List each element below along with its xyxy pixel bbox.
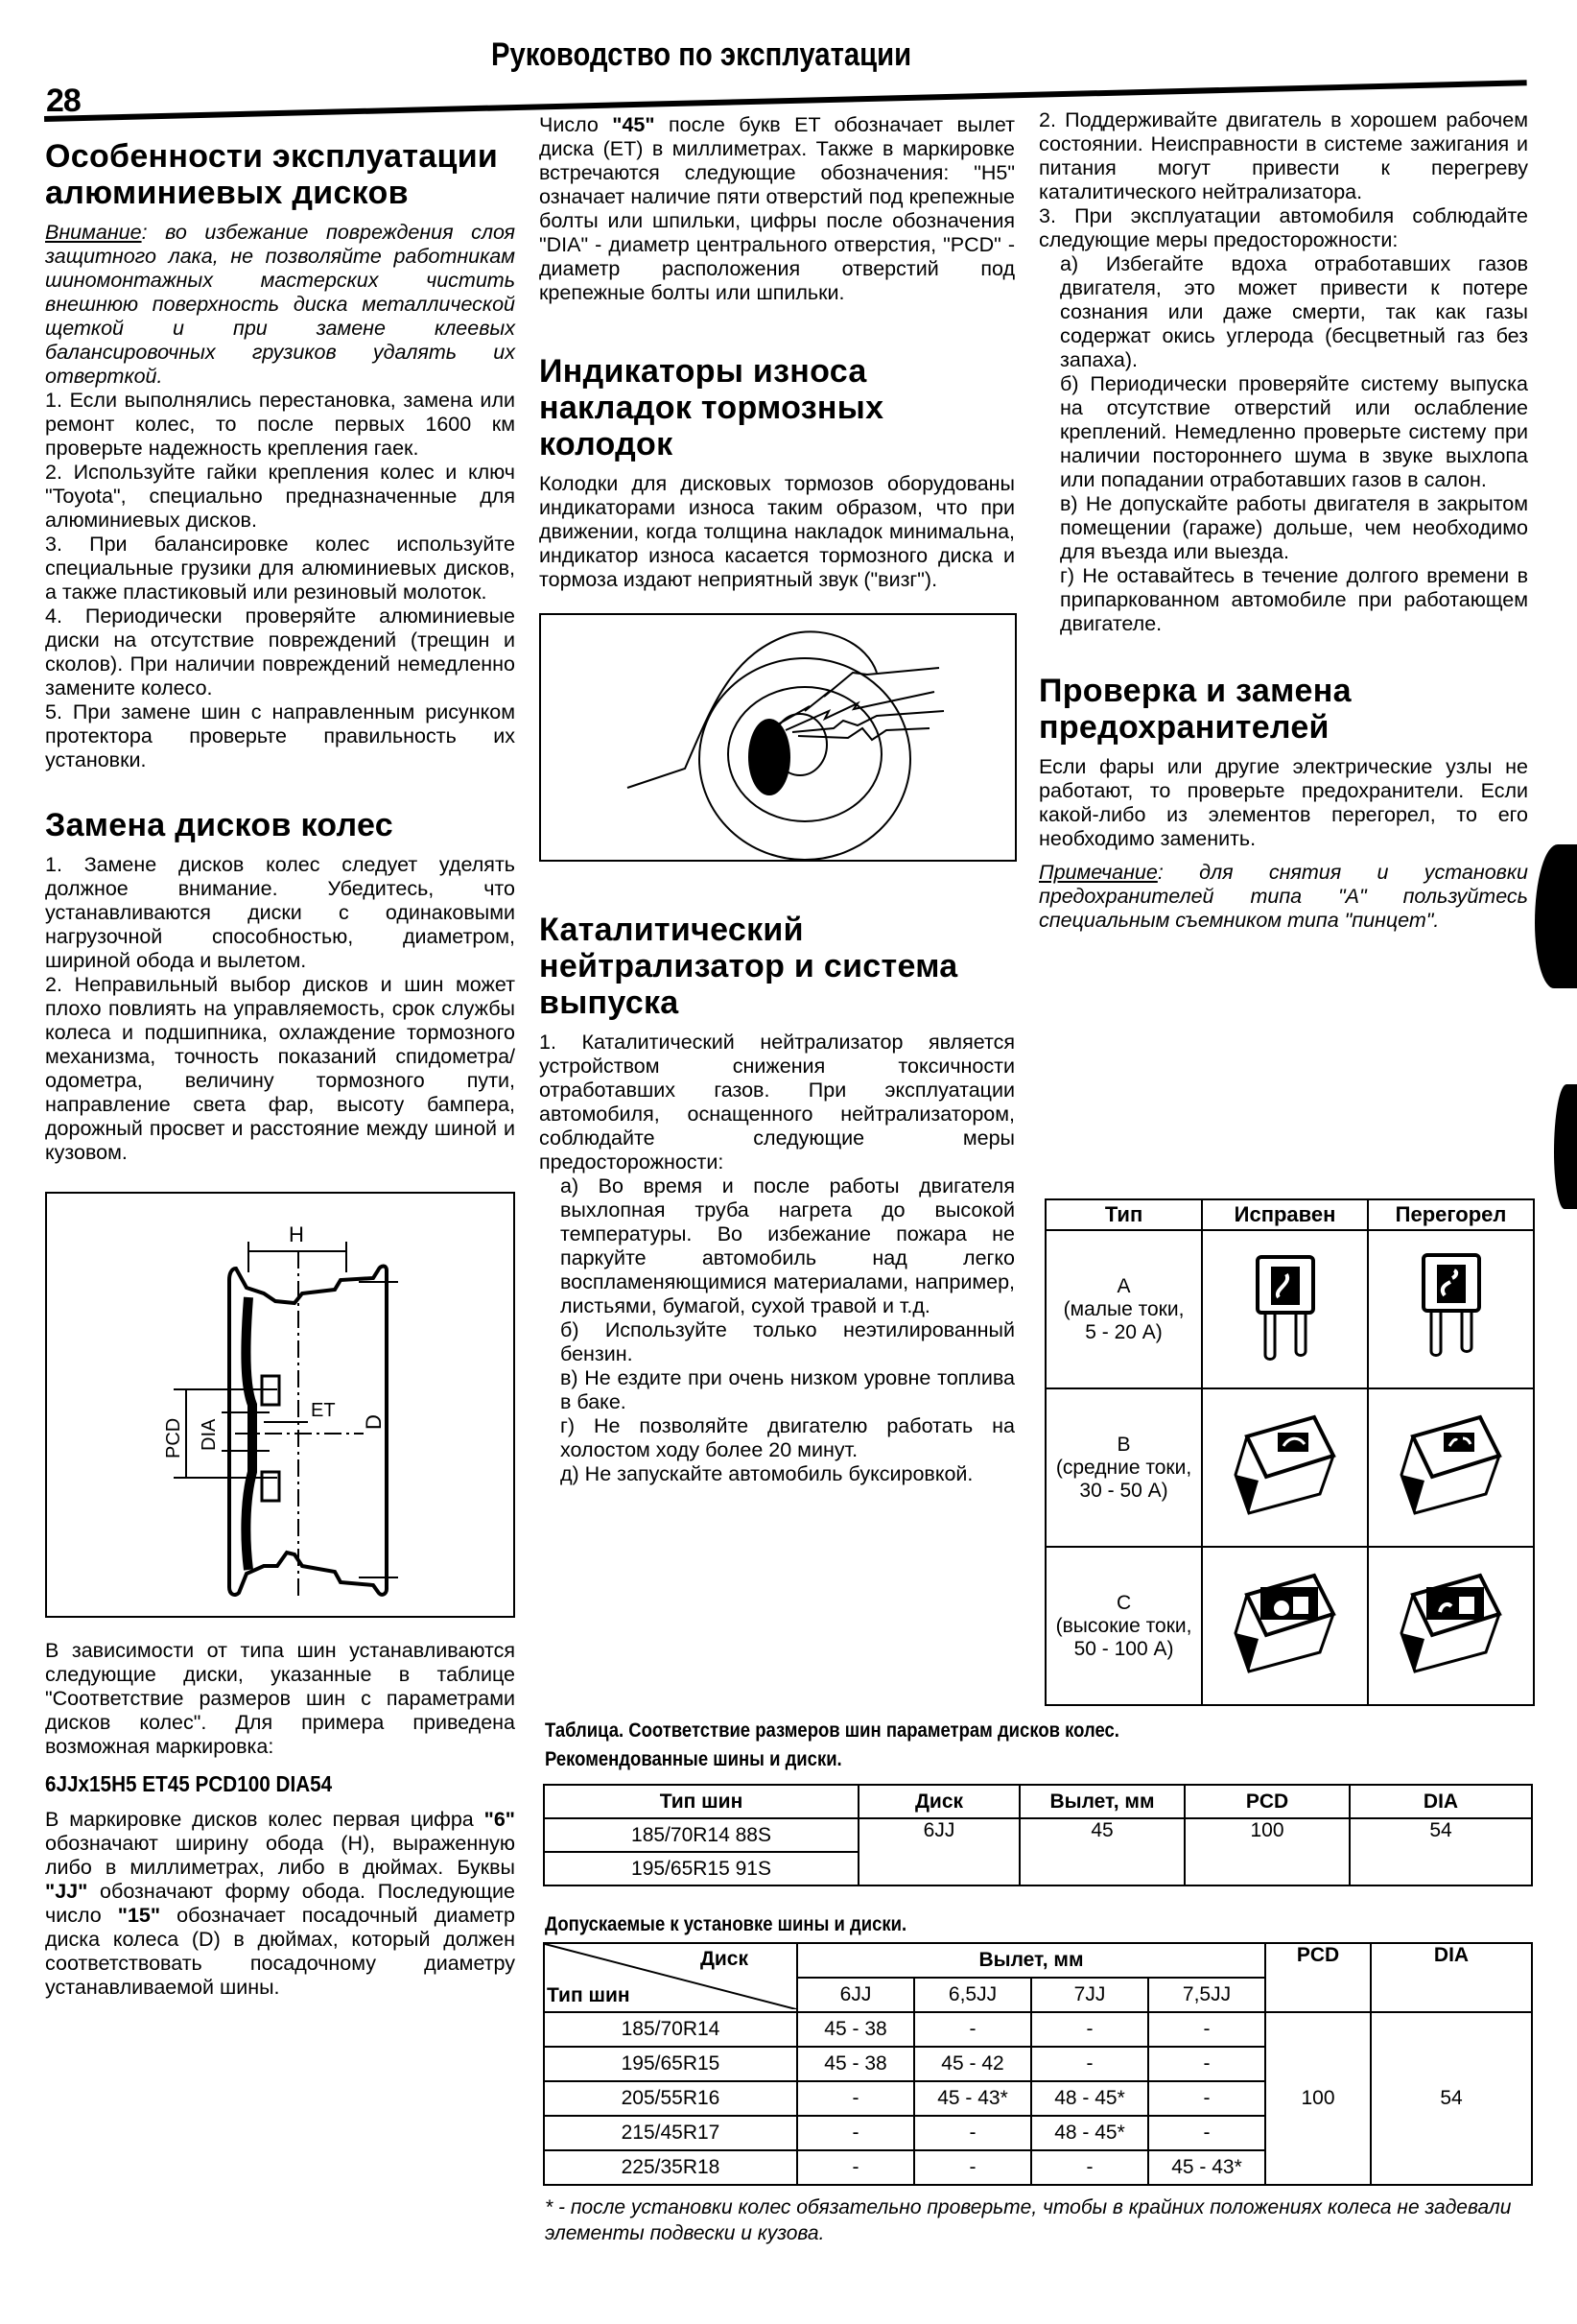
spacer xyxy=(1039,636,1528,673)
text-span: после букв ET обозначает вылет диска (ET) в миллиметрах. Также в маркировке встречаются следующие обозначения: "H5" означает наличие пяти отверстий под крепежные болты или шпильки, цифры после обозначения "DIA" - диаметр центрального отверстия, "PCD" - диаметр расположения отверстий под крепежные болты или шпильки. xyxy=(539,113,1016,304)
header-ok: Исправен xyxy=(1202,1199,1368,1230)
table-header-row xyxy=(544,1785,1532,1818)
text-span: Вылет, мм xyxy=(1020,1785,1185,1818)
label-dia: DIA xyxy=(199,1418,220,1451)
table-cell: 195/65R15 91S xyxy=(544,1852,859,1885)
paragraph-brake-wear: Колодки для дисковых тормозов оборудованы индикаторами износа таким образом, что при движении, когда толщина накладок минимальна, индикатор износа касается тормозного диска и тормоза издают неприятный звук ("визг"). xyxy=(539,472,1015,591)
table-cell: - xyxy=(797,2116,914,2150)
list-item: в) Не допускайте работы двигателя в закрытом помещении (гараже) дольше, чем необходимо для въезда или выезда. xyxy=(1060,492,1528,563)
brake-squeal-illustration xyxy=(541,615,1015,860)
table-cell: - xyxy=(1148,2047,1265,2081)
table-cell: 54 xyxy=(1350,1818,1532,1885)
cartridge-fuse-ok-icon xyxy=(1202,1388,1368,1547)
text-span: 5 - 20 А) xyxy=(1085,1320,1163,1343)
text-span: Примечание xyxy=(1039,861,1158,884)
tire-table-caption: Таблица. Соответствие размеров шин параметрам дисков колес. xyxy=(545,1719,1119,1742)
table-row xyxy=(1046,1547,1534,1705)
section-title-aluminum-disks: Особенности эксплуатации алюминиевых дисков xyxy=(45,138,499,211)
attention-text: : во избежание повреждения слоя защитного лака, не позволяйте работникам шиномонтажных мастерских чистить внешнюю поверхность диска металлической щеткой и при замене клеевых балансировочных грузиков удалять их отверткой. xyxy=(45,221,515,388)
table-cell: 215/45R17 xyxy=(544,2116,797,2150)
brake-caliper xyxy=(748,719,790,795)
table-cell: - xyxy=(1148,2012,1265,2047)
scan-artifact xyxy=(1554,1084,1577,1209)
header-type: Тип xyxy=(1046,1199,1202,1230)
text-span: Диск xyxy=(859,1785,1020,1818)
section-title-brake-wear-indicators: Индикаторы износа накладок тормозных колодок xyxy=(539,353,884,462)
table-cell: - xyxy=(1031,2012,1148,2047)
list-item: в) Не ездите при очень низком уровне топлива в баке. xyxy=(560,1366,1015,1413)
list-item: 4. Периодически проверяйте алюминиевые диски на отсутствие повреждений (трещин и сколов). При наличии повреждений немедленно замените колесо. xyxy=(45,605,515,700)
text-span: Тип шин xyxy=(544,1785,859,1818)
paragraph-precautions: 3. При эксплуатации автомобиля соблюдайте следующие меры предосторожности: xyxy=(1039,204,1528,251)
fuse-note xyxy=(1039,861,1528,933)
table-cell: - xyxy=(914,2150,1031,2185)
table-cell: - xyxy=(797,2150,914,2185)
table-cell: 48 - 45* xyxy=(1031,2116,1148,2150)
marking-example: 6JJx15H5 ET45 PCD100 DIA54 xyxy=(45,1771,333,1796)
blade-fuse-ok-icon xyxy=(1202,1230,1368,1388)
spacer xyxy=(539,305,1015,353)
column-3 xyxy=(1039,108,1528,933)
attention-note xyxy=(45,221,515,389)
header-blown: Перегорел xyxy=(1368,1199,1534,1230)
section-title-disk-replacement: Замена дисков колес xyxy=(45,807,393,843)
table-header-row xyxy=(1046,1199,1534,1230)
tire-outline xyxy=(699,658,910,860)
pcd-value: 100 xyxy=(1265,2012,1371,2185)
text-span: (средние токи, xyxy=(1055,1456,1192,1479)
table-cell: 45 xyxy=(1020,1818,1185,1885)
table-cell: 45 - 42 xyxy=(914,2047,1031,2081)
table-cell: - xyxy=(1031,2150,1148,2185)
list-item: б) Используйте только неэтилированный бензин. xyxy=(560,1318,1015,1365)
recommended-caption: Рекомендованные шины и диски. xyxy=(545,1748,842,1770)
text-span: A xyxy=(1117,1274,1131,1297)
blade-fuse-blown-icon xyxy=(1368,1230,1534,1388)
table-cell: - xyxy=(1148,2081,1265,2116)
cartridge-fuse-ok-icon xyxy=(1202,1547,1368,1705)
table-cell: 7JJ xyxy=(1031,1978,1148,2012)
text-span: "45" xyxy=(612,113,655,136)
text-span: DIA xyxy=(1371,1943,1532,2012)
label-d: D xyxy=(362,1414,386,1430)
text-span: DIA xyxy=(1350,1785,1532,1818)
table-row xyxy=(544,1818,1532,1852)
text-span: "JJ" xyxy=(45,1880,88,1903)
brake-indicator-figure xyxy=(539,613,1017,862)
table-cell: 7,5JJ xyxy=(1148,1978,1265,2012)
wheel-dimensions-figure xyxy=(45,1192,515,1618)
wheel-cross-section-diagram xyxy=(47,1194,513,1616)
column-1 xyxy=(45,138,515,2000)
corner-header xyxy=(544,1943,797,2012)
list-item: 1. Замене дисков колес следует уделять должное внимание. Убедитесь, что устанавливаются диски с одинаковыми нагрузочной способностью, диаметром, шириной обода и вылетом. xyxy=(45,853,515,972)
section-title-catalytic-converter: Каталитический нейтрализатор и система выпуска xyxy=(539,912,958,1021)
text-span: Тип шин xyxy=(547,1984,630,2006)
list-item: г) Не позволяйте двигателю работать на холостом ходу более 20 минут. xyxy=(560,1414,1015,1461)
table-cell: 185/70R14 88S xyxy=(544,1818,859,1852)
text-span: "15" xyxy=(117,1904,161,1927)
label-pcd: PCD xyxy=(163,1417,184,1458)
fuse-types-table xyxy=(1045,1198,1535,1706)
cartridge-fuse-blown-icon xyxy=(1368,1547,1534,1705)
table-footnote: * - после установки колес обязательно проверьте, чтобы в крайних положениях колеса не задевали элементы подвески и кузова. xyxy=(545,2196,1512,2244)
list-item: б) Периодически проверяйте систему выпуска на отсутствие отверстий или ослабление креплений. Немедленно проверьте систему при наличии постороннего шума в звуке выхлопа или попадании отработавших газов в салон. xyxy=(1060,372,1528,491)
text-span: Число xyxy=(539,113,613,136)
table-cell: 45 - 38 xyxy=(797,2047,914,2081)
list-item: 1. Если выполнялись перестановка, замена или ремонт колес, то после первых 1600 км проверьте надежность крепления гаек. xyxy=(45,389,515,460)
list-item: а) Избегайте вдоха отработавших газов двигателя, это может привести к потере сознания или даже смерти, так как газы содержат окись углерода (бесцветный газ без запаха). xyxy=(1060,252,1528,371)
table-cell: - xyxy=(797,2081,914,2116)
table-row xyxy=(544,2012,1532,2047)
text-span: PCD xyxy=(1185,1785,1350,1818)
paragraph-fuses: Если фары или другие электрические узлы не работают, то проверьте предохранители. Если какой-либо из элементов перегорел, то его необходимо заменить. xyxy=(1039,755,1528,850)
table-cell: 45 - 43* xyxy=(914,2081,1031,2116)
list-item: г) Не оставайтесь в течение долгого времени в припаркованном автомобиле при работающем двигателе. xyxy=(1060,564,1528,635)
text-span: обозначают ширину обода (H), выраженную либо в миллиметрах, либо в дюймах. Буквы xyxy=(45,1832,515,1879)
recommended-tires-table xyxy=(543,1784,1533,1886)
bolt-hole-bottom xyxy=(262,1472,279,1501)
table-cell: 185/70R14 xyxy=(544,2012,797,2047)
table-cell: 48 - 45* xyxy=(1031,2081,1148,2116)
table-cell: - xyxy=(1031,2047,1148,2081)
fuse-type-cell xyxy=(1046,1230,1202,1388)
text-span: "6" xyxy=(483,1808,515,1831)
text-span: B xyxy=(1117,1433,1131,1456)
table-cell: 6JJ xyxy=(797,1978,914,2012)
paragraph-disk-marking-intro: В зависимости от типа шин устанавливаются следующие диски, указанные в таблице "Соответствие размеров шин с параметрами дисков колес". Для примера приведена возможная маркировка: xyxy=(45,1639,515,1758)
spacer xyxy=(539,862,1015,912)
admissible-tires-table xyxy=(543,1942,1533,2186)
table-cell: - xyxy=(1148,2116,1265,2150)
cartridge-fuse-blown-icon xyxy=(1368,1388,1534,1547)
spacer xyxy=(45,772,515,807)
table-cell: 195/65R15 xyxy=(544,2047,797,2081)
text-span: C xyxy=(1116,1591,1132,1614)
label-et: ET xyxy=(311,1400,336,1421)
list-item: 5. При замене шин с направленным рисунком протектора проверьте правильность их установки. xyxy=(45,700,515,771)
list-item: а) Во время и после работы двигателя выхлопная труба нагрета до высокой температуры. Во избежание пожара не паркуйте автомобиль над легко воспламеняющимися материалами, например, листьями, бумагой, сухой травой и т.д. xyxy=(560,1174,1015,1317)
table-cell: 225/35R18 xyxy=(544,2150,797,2185)
table-cell: 45 - 43* xyxy=(1148,2150,1265,2185)
attention-label: Внимание xyxy=(45,221,142,244)
section-title-fuses: Проверка и замена предохранителей xyxy=(1039,673,1352,746)
text-span: обозначают форму обода. Последующие число xyxy=(45,1880,515,1927)
list-item: 2. Неправильный выбор дисков и шин может плохо повлиять на управляемость, срок службы колеса и подшипника, охлаждение тормозного механизма, точность показаний спидометра/одометра, величину тормозного пути, направление света фар, высоту бампера, дорожный просвет и расстояние между шиной и кузовом. xyxy=(45,973,515,1164)
text-span: обозначает посадочный диаметр диска колеса (D) в дюймах, который должен соответствовать посадочному диаметру устанавливаемой шины. xyxy=(45,1904,515,1999)
page-number: 28 xyxy=(46,83,81,119)
table-cell: - xyxy=(914,2116,1031,2150)
column-2 xyxy=(539,113,1015,1486)
table-row xyxy=(1046,1388,1534,1547)
table-header-row xyxy=(544,1943,1532,1978)
text-span: (малые токи, xyxy=(1063,1297,1185,1320)
list-item: 2. Используйте гайки крепления колес и ключ "Toyota", специально предназначенные для алюминиевых дисков. xyxy=(45,461,515,532)
table-row xyxy=(1046,1230,1534,1388)
table-cell: 100 xyxy=(1185,1818,1350,1885)
text-span: Диск xyxy=(699,1948,748,1970)
text-span: (высокие токи, xyxy=(1055,1614,1192,1637)
table-cell: 45 - 38 xyxy=(797,2012,914,2047)
label-h: H xyxy=(289,1222,304,1246)
text-span: PCD xyxy=(1265,1943,1371,2012)
text-span: 50 - 100 А) xyxy=(1073,1637,1174,1660)
paragraph-et-explanation xyxy=(539,113,1015,305)
fuse-type-cell xyxy=(1046,1547,1202,1705)
fuse-type-cell xyxy=(1046,1388,1202,1547)
text-span: : для снятия и установки предохранителей типа "A" пользуйтесь специальным съемником типа "пинцет". xyxy=(1039,861,1528,932)
dia-value: 54 xyxy=(1371,2012,1532,2185)
table-cell: - xyxy=(914,2012,1031,2047)
scan-artifact xyxy=(1535,844,1577,988)
running-title: Руководство по эксплуатации xyxy=(491,36,912,73)
paragraph-catalytic-intro: 1. Каталитический нейтрализатор является устройством снижения токсичности отработавших газов. При эксплуатации автомобиля, оснащенного нейтрализатором, соблюдайте следующие меры предосторожности: xyxy=(539,1031,1015,1174)
paragraph-marking-explanation xyxy=(45,1808,515,2000)
admissible-caption: Допускаемые к установке шины и диски. xyxy=(545,1913,907,1935)
paragraph-engine-condition: 2. Поддерживайте двигатель в хорошем рабочем состоянии. Неисправности в системе зажигания и питания могут привести к перегреву каталитического нейтрализатора. xyxy=(1039,108,1528,203)
text-span: В маркировке дисков колес первая цифра xyxy=(45,1808,484,1831)
table-cell: 205/55R16 xyxy=(544,2081,797,2116)
table-cell: 6JJ xyxy=(859,1818,1020,1885)
text-span: Вылет, мм xyxy=(797,1943,1265,1978)
list-item: д) Не запускайте автомобиль буксировкой. xyxy=(560,1462,974,1485)
list-item: 3. При балансировке колес используйте специальные грузики для алюминиевых дисков, а также пластиковый или резиновый молоток. xyxy=(45,533,515,604)
text-span: 30 - 50 А) xyxy=(1079,1479,1168,1502)
table-cell: 6,5JJ xyxy=(914,1978,1031,2012)
